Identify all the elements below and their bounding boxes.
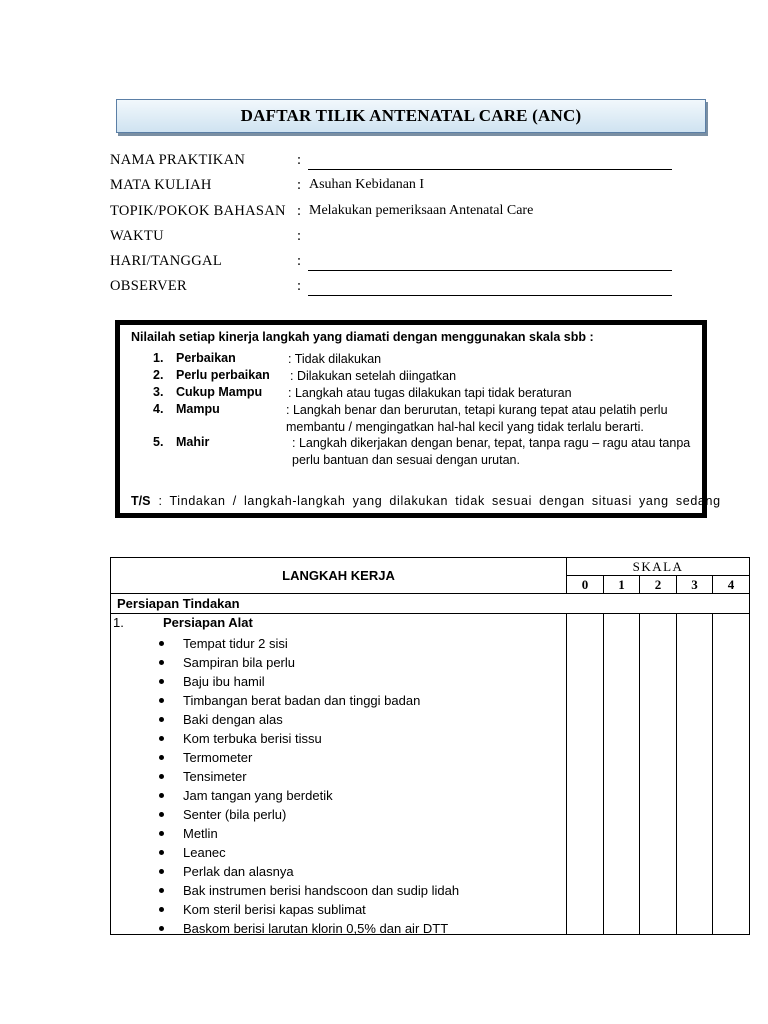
scale-item-number: 1. — [153, 351, 164, 365]
group-name: Persiapan Alat — [163, 615, 253, 630]
scale-number: 3 — [677, 576, 713, 594]
scale-item-name: Mampu — [176, 402, 220, 416]
scale-item-desc: : Langkah benar dan berurutan, tetapi kurang tepat atau pelatih perlu membantu / mengingatkan hal-hal kecil yang tidak terlalu berarti. — [286, 403, 668, 434]
list-item-text: Jam tangan yang berdetik — [183, 788, 333, 803]
score-cell-3[interactable] — [677, 614, 713, 935]
info-value: Asuhan Kebidanan I — [309, 177, 425, 193]
bullet-icon — [159, 907, 164, 912]
bullet-icon — [159, 698, 164, 703]
list-item-text: Baskom berisi larutan klorin 0,5% dan air DTT — [183, 921, 449, 936]
score-cell-2[interactable] — [640, 614, 677, 935]
scale-number: 4 — [713, 576, 750, 594]
list-item-text: Tensimeter — [183, 769, 247, 784]
page-title: DAFTAR TILIK ANTENATAL CARE (ANC) — [240, 106, 582, 125]
scale-item-desc: : Langkah atau tugas dilakukan tapi tidak beraturan — [288, 386, 572, 400]
list-item-text: Termometer — [183, 750, 253, 765]
info-section — [110, 152, 680, 304]
list-item — [111, 881, 459, 900]
info-row — [110, 228, 680, 253]
tool-list — [111, 634, 459, 938]
checklist-table — [110, 557, 750, 935]
ts-note — [131, 494, 721, 508]
list-item — [111, 653, 459, 672]
scale-legend-box — [115, 320, 721, 518]
info-row — [110, 203, 680, 228]
list-item-text: Metlin — [183, 826, 218, 841]
fill-in-line[interactable] — [308, 270, 672, 271]
info-label: TOPIK/POKOK BAHASAN — [110, 202, 286, 219]
score-cell-4[interactable] — [713, 614, 750, 935]
header-langkah-kerja: LANGKAH KERJA — [111, 558, 567, 594]
scale-number: 2 — [640, 576, 677, 594]
list-item-text: Senter (bila perlu) — [183, 807, 287, 822]
bullet-icon — [159, 736, 164, 741]
list-item — [111, 862, 459, 881]
list-item — [111, 805, 459, 824]
scale-number: 1 — [604, 576, 640, 594]
info-colon: : — [297, 202, 302, 219]
group-cell — [111, 614, 567, 935]
info-label: WAKTU — [110, 227, 164, 244]
info-value: Melakukan pemeriksaan Antenatal Care — [309, 202, 534, 218]
bullet-icon — [159, 831, 164, 836]
info-label: HARI/TANGGAL — [110, 253, 222, 270]
bullet-icon — [159, 926, 164, 931]
scale-item-number: 2. — [153, 368, 164, 382]
info-colon: : — [297, 177, 302, 194]
list-item-text: Leanec — [183, 845, 226, 860]
scale-item-name: Mahir — [176, 435, 210, 449]
list-item — [111, 900, 459, 919]
info-row — [110, 177, 680, 202]
ts-label: T/S — [131, 494, 151, 508]
list-item — [111, 919, 459, 938]
scale-item-number: 3. — [153, 385, 164, 399]
list-item-text: Tempat tidur 2 sisi — [183, 636, 288, 651]
scale-item-number: 4. — [153, 402, 164, 416]
scale-number: 0 — [567, 576, 604, 594]
list-item-text: Sampiran bila perlu — [183, 655, 296, 670]
header-skala: SKALA — [567, 558, 750, 576]
score-cell-1[interactable] — [604, 614, 640, 935]
bullet-icon — [159, 660, 164, 665]
scale-item-name: Perlu perbaikan — [176, 368, 270, 382]
list-item — [111, 843, 459, 862]
bullet-icon — [159, 850, 164, 855]
info-colon: : — [297, 152, 302, 168]
list-item — [111, 710, 459, 729]
list-item-text: Baki dengan alas — [183, 712, 283, 727]
bullet-icon — [159, 755, 164, 760]
scale-legend-header: Nilailah setiap kinerja langkah yang diamati dengan menggunakan skala sbb : — [131, 330, 594, 344]
info-colon: : — [297, 227, 302, 244]
list-item-text: Kom terbuka berisi tissu — [183, 731, 322, 746]
bullet-icon — [159, 717, 164, 722]
list-item — [111, 691, 459, 710]
info-row — [110, 278, 680, 303]
bullet-icon — [159, 679, 164, 684]
bullet-icon — [159, 774, 164, 779]
title-box — [116, 99, 706, 133]
scale-item-name: Cukup Mampu — [176, 385, 263, 399]
ts-text: : Tindakan / langkah-langkah yang dilakukan tidak sesuai dengan situasi yang sedang — [158, 494, 721, 508]
bullet-icon — [159, 812, 164, 817]
info-label: OBSERVER — [110, 278, 187, 295]
list-item — [111, 824, 459, 843]
info-row — [110, 152, 680, 177]
list-item — [111, 748, 459, 767]
info-label: MATA KULIAH — [110, 177, 212, 194]
info-colon: : — [297, 253, 302, 270]
bullet-icon — [159, 888, 164, 893]
fill-in-line[interactable] — [308, 169, 672, 170]
bullet-icon — [159, 793, 164, 798]
scale-item-desc: : Langkah dikerjakan dengan benar, tepat, tanpa ragu – ragu atau tanpa perlu bantuan dan sesuai dengan urutan. — [292, 436, 691, 467]
scale-item-desc: : Dilakukan setelah diingatkan — [290, 369, 457, 383]
info-row — [110, 253, 680, 278]
score-cell-0[interactable] — [567, 614, 604, 935]
list-item — [111, 672, 459, 691]
group-title — [113, 615, 253, 630]
list-item — [111, 634, 459, 653]
list-item-text: Bak instrumen berisi handscoon dan sudip lidah — [183, 883, 460, 898]
bullet-icon — [159, 869, 164, 874]
group-number: 1. — [113, 615, 124, 630]
scale-item-name: Perbaikan — [176, 351, 236, 365]
list-item — [111, 729, 459, 748]
list-item-text: Perlak dan alasnya — [183, 864, 294, 879]
list-item-text: Timbangan berat badan dan tinggi badan — [183, 693, 421, 708]
section-title: Persiapan Tindakan — [111, 594, 750, 614]
list-item — [111, 767, 459, 786]
bullet-icon — [159, 641, 164, 646]
info-colon: : — [297, 278, 302, 295]
scale-item-desc: : Tidak dilakukan — [288, 352, 382, 366]
scale-item-number: 5. — [153, 435, 164, 449]
fill-in-line[interactable] — [308, 295, 672, 296]
info-label: NAMA PRAKTIKAN — [110, 152, 246, 168]
list-item-text: Kom steril berisi kapas sublimat — [183, 902, 366, 917]
list-item-text: Baju ibu hamil — [183, 674, 265, 689]
list-item — [111, 786, 459, 805]
